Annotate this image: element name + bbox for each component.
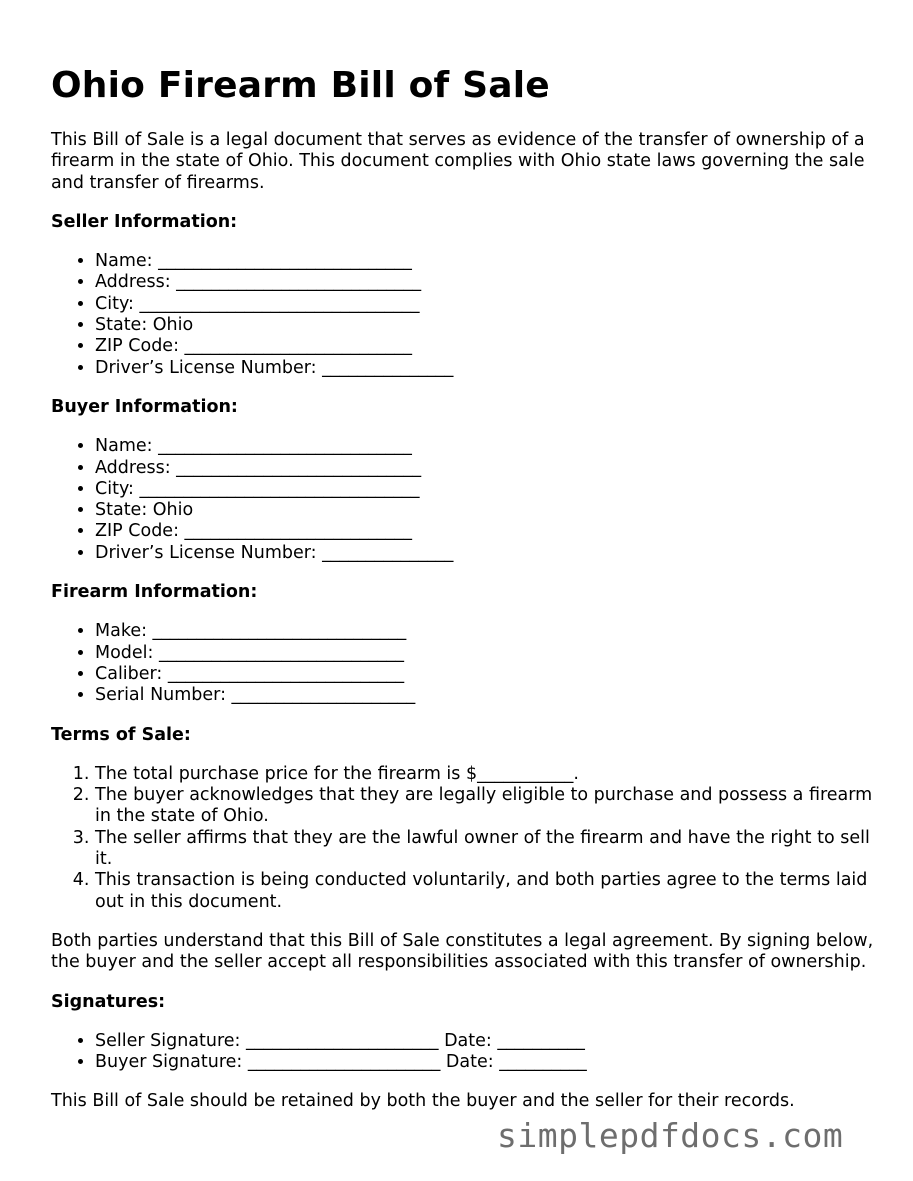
seller-list [51,251,881,379]
page-title: Ohio Firearm Bill of Sale [51,65,550,106]
seller-license-field: • Driver’s License Number: _______________ [95,358,881,379]
signatures-list [51,1031,881,1074]
seller-signature-line: • Seller Signature: ______________________ Date: __________ [95,1031,881,1052]
terms-heading: Terms of Sale: [51,724,191,745]
watermark: simplepdfdocs.com [497,1116,844,1155]
buyer-heading: Buyer Information: [51,396,238,417]
terms-list [51,764,881,913]
seller-name-field: • Name: _____________________________ [95,251,881,272]
firearm-make-field: • Make: _____________________________ [95,621,881,642]
seller-address-field: • Address: ____________________________ [95,272,881,293]
seller-state-field: • State: Ohio [95,315,881,336]
terms-item-voluntary: 4. This transaction is being conducted voluntarily, and both parties agree to the terms laid out in this document. [95,870,881,913]
buyer-signature-line: • Buyer Signature: ______________________ Date: __________ [95,1052,881,1073]
closing-paragraph: This Bill of Sale should be retained by both the buyer and the seller for their records. [51,1091,795,1112]
buyer-zip-field: • ZIP Code: __________________________ [95,521,881,542]
buyer-list [51,436,881,564]
seller-heading: Seller Information: [51,211,238,232]
buyer-state-field: • State: Ohio [95,500,881,521]
firearm-model-field: • Model: ____________________________ [95,643,881,664]
buyer-license-field: • Driver’s License Number: _______________ [95,543,881,564]
firearm-heading: Firearm Information: [51,582,258,603]
terms-item-price: 1. The total purchase price for the firearm is $___________. [95,764,881,785]
intro-paragraph: This Bill of Sale is a legal document that serves as evidence of the transfer of ownership of a firearm in the state of Ohio. This document complies with Ohio state laws governing the sale and transfer of firearms. [51,130,865,193]
terms-item-eligibility: 2. The buyer acknowledges that they are legally eligible to purchase and possess a firearm in the state of Ohio. [95,785,881,828]
firearm-serial-field: • Serial Number: _____________________ [95,685,881,706]
firearm-list [51,621,881,706]
agreement-paragraph: Both parties understand that this Bill of Sale constitutes a legal agreement. By signing below, the buyer and the seller accept all responsibilities associated with this transfer of ownership. [51,930,874,973]
document [51,62,881,1113]
signatures-heading: Signatures: [51,991,166,1012]
buyer-name-field: • Name: _____________________________ [95,436,881,457]
terms-item-ownership: 3. The seller affirms that they are the lawful owner of the firearm and have the right to sell it. [95,828,881,871]
seller-city-field: • City: ________________________________ [95,294,881,315]
seller-zip-field: • ZIP Code: __________________________ [95,336,881,357]
buyer-address-field: • Address: ____________________________ [95,458,881,479]
buyer-city-field: • City: ________________________________ [95,479,881,500]
firearm-caliber-field: • Caliber: ___________________________ [95,664,881,685]
